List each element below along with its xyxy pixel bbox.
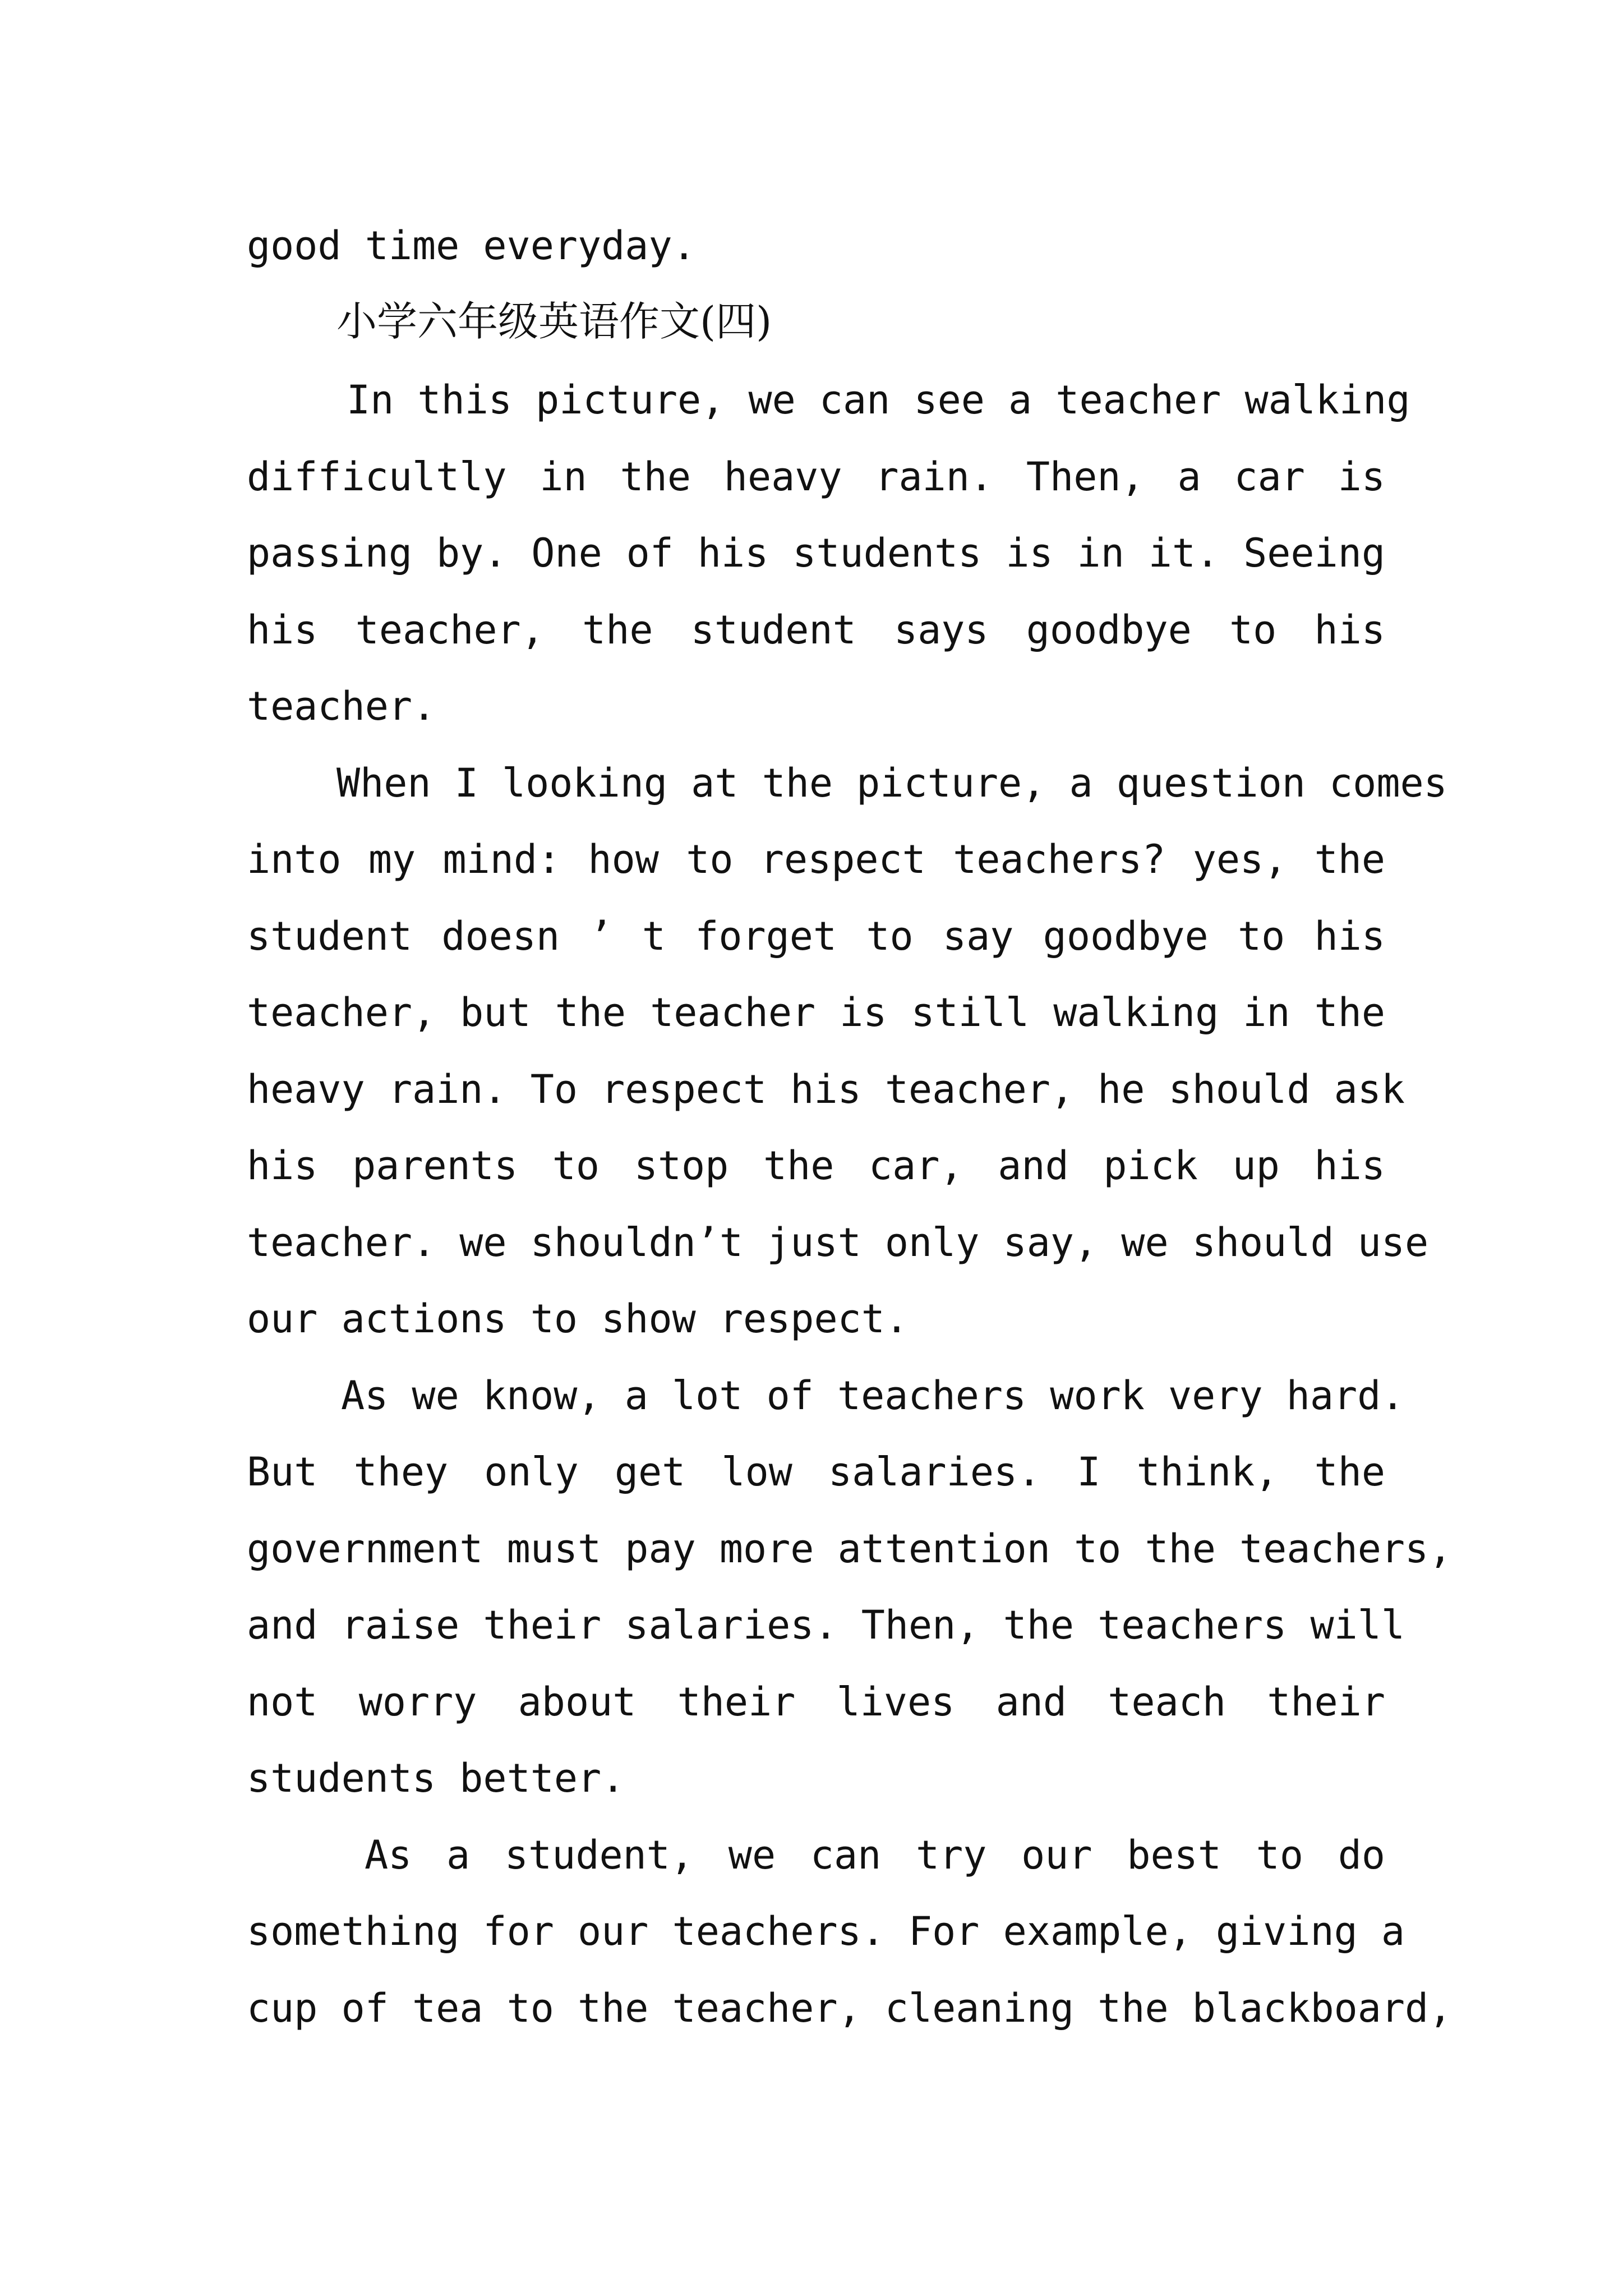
- paragraph-1-line-1: In this picture, we can see a teacher walking: [347, 377, 1410, 423]
- paragraph-3-line-4: and raise their salaries. Then, the teachers will: [247, 1602, 1405, 1648]
- paragraph-1-line-4: his teacher, the student says goodbye to his: [247, 607, 1385, 653]
- paragraph-1-line-3: passing by. One of his students is in it. Seeing: [247, 530, 1385, 576]
- previous-essay-tail: good time everyday.: [247, 223, 696, 269]
- paragraph-2-line-4: teacher, but the teacher is still walking in the: [247, 990, 1385, 1036]
- paragraph-3-line-2: But they only get low salaries. I think, the: [247, 1449, 1385, 1495]
- paragraph-2-line-8: our actions to show respect.: [247, 1296, 909, 1342]
- paragraph-4-line-3: cup of tea to the teacher, cleaning the blackboard,: [247, 1985, 1453, 2031]
- paragraph-3-line-1: As we know, a lot of teachers work very hard.: [341, 1373, 1405, 1419]
- paragraph-1-line-2: difficultly in the heavy rain. Then, a car is: [247, 454, 1385, 500]
- paragraph-3-line-3: government must pay more attention to the teachers,: [247, 1526, 1453, 1572]
- paragraph-2-line-7: teacher. we shouldn’t just only say, we should use: [247, 1220, 1429, 1266]
- essay-heading: 小学六年级英语作文(四): [336, 298, 772, 345]
- paragraph-3-line-5: not worry about their lives and teach their: [247, 1679, 1385, 1725]
- paragraph-2-line-1: When I looking at the picture, a question comes: [336, 760, 1447, 806]
- paragraph-2-line-5: heavy rain. To respect his teacher, he should ask: [247, 1066, 1405, 1112]
- paragraph-2-line-3: student doesn ’ t forget to say goodbye to his: [247, 913, 1385, 959]
- paragraph-3-line-6: students better.: [247, 1755, 625, 1801]
- paragraph-1-line-5: teacher.: [247, 683, 436, 729]
- paragraph-2-line-2: into my mind: how to respect teachers? yes, the: [247, 836, 1385, 882]
- paragraph-4-line-1: As a student, we can try our best to do: [365, 1832, 1385, 1878]
- paragraph-4-line-2: something for our teachers. For example, giving a: [247, 1908, 1405, 1954]
- paragraph-2-line-6: his parents to stop the car, and pick up his: [247, 1143, 1385, 1189]
